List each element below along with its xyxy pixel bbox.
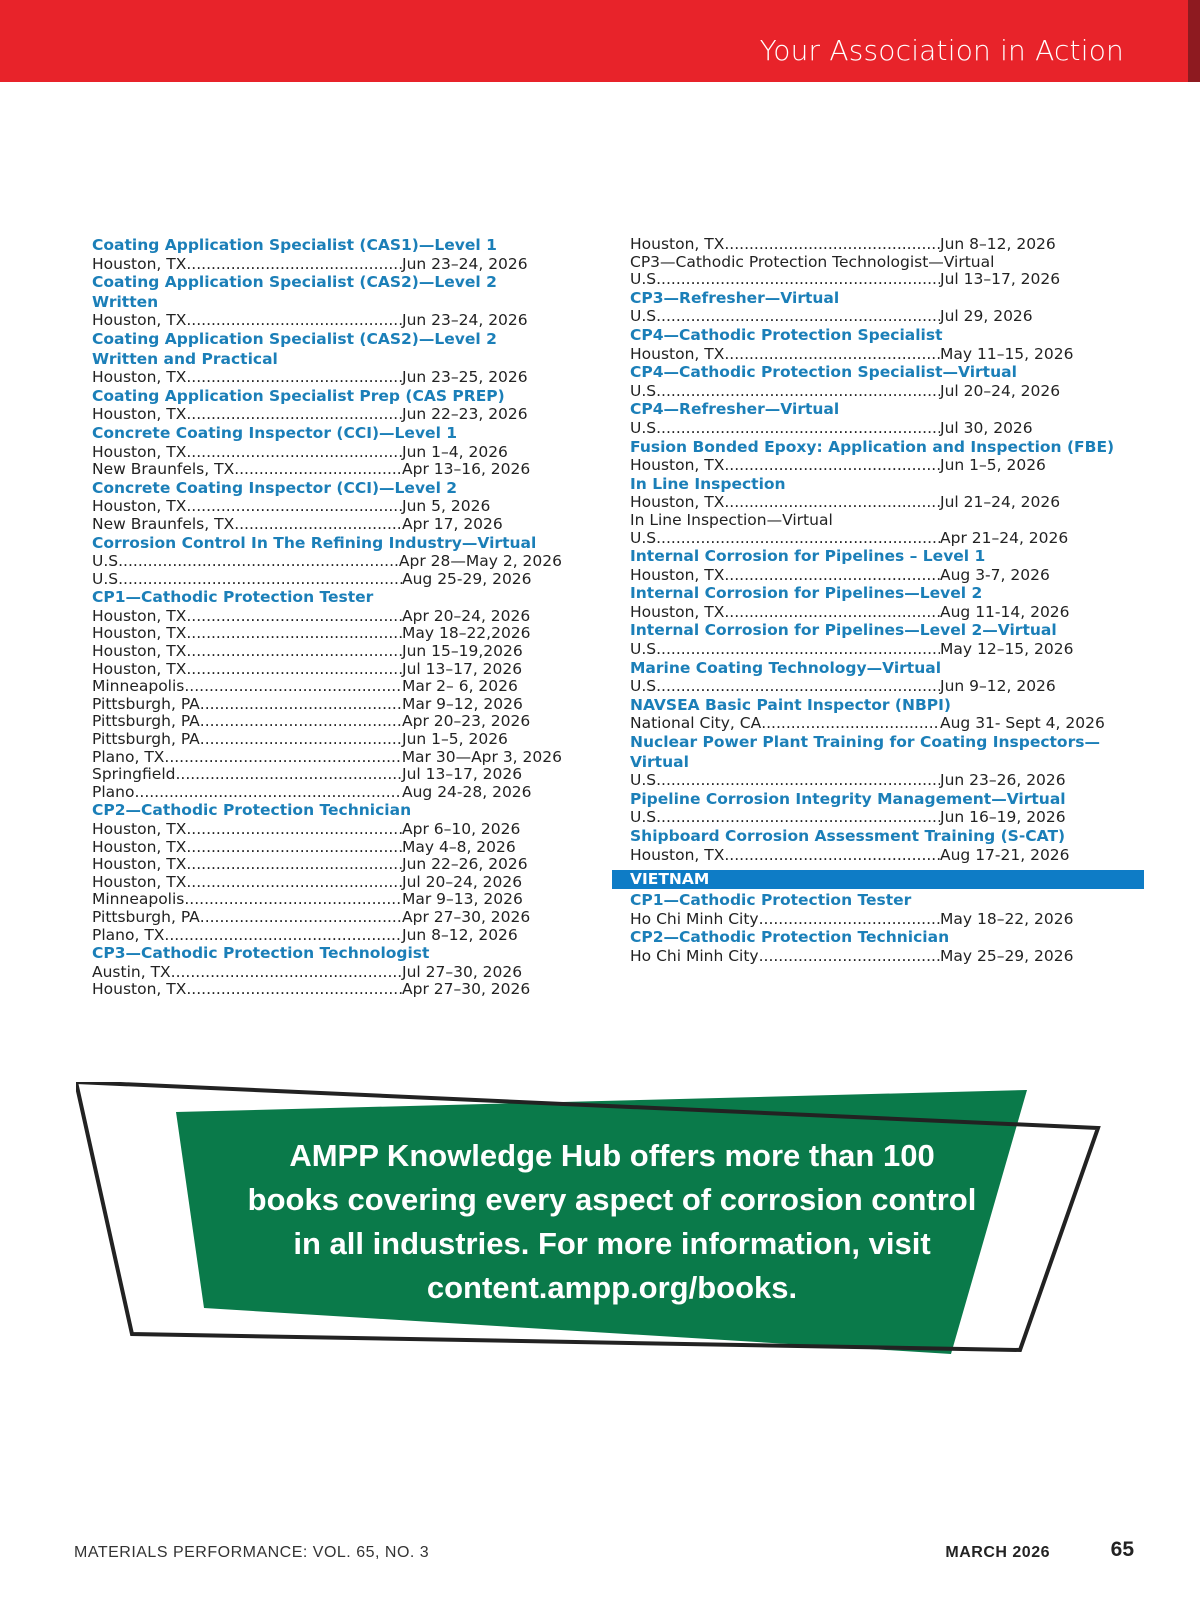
session-row [92,821,562,839]
session-date: Mar 9–13, 2026 [402,890,523,909]
session-location: New Braunfels, TX [92,461,235,479]
leader-dots [184,891,402,909]
course-title: Pipeline Corrosion Integrity Management—Virtual [630,789,1066,808]
leader-dots [200,696,402,714]
course-title: CP3—Refresher—Virtual [630,288,840,307]
session-location: U.S. [630,641,662,659]
session-date: Apr 21–24, 2026 [940,528,1069,547]
right-column [630,236,1130,966]
banner-line-3: in all industries. For more information, visit [293,1226,931,1261]
session-row [92,696,562,714]
session-row [630,383,1130,401]
session-row [92,312,562,330]
session-location: Houston, TX [630,494,725,512]
course-title: CP1—Cathodic Protection Tester [630,891,912,910]
course-title: In Line Inspection [630,474,786,493]
session-date: Jul 21–24, 2026 [940,493,1061,512]
session-date: Apr 6–10, 2026 [402,820,521,838]
course-title: Internal Corrosion for Pipelines—Level 2—Virtual [630,621,1057,640]
session-location: Houston, TX [630,236,725,253]
session-row [92,516,562,534]
session-date: Jun 5, 2026 [402,497,491,516]
session-row [92,891,562,909]
session-date: Jun 16–19, 2026 [940,808,1066,827]
leader-dots [724,567,940,585]
session-row [630,604,1130,622]
page-number: 65 [1110,1538,1134,1561]
session-location: Houston, TX [630,846,725,864]
course-title: CP3—Cathodic Protection Technologist [92,944,430,963]
leader-dots [186,256,402,274]
session-row [92,643,562,661]
leader-dots [661,641,940,659]
session-date: Apr 27–30, 2026 [402,907,531,926]
course-title: CP1—Cathodic Protection Tester [92,588,374,607]
course-title: CP2—Cathodic Protection Technician [92,801,412,820]
session-row [92,874,562,892]
session-row [630,772,1130,790]
leader-dots [661,383,940,401]
session-row [92,981,562,999]
session-row [630,847,1130,865]
session-row [92,909,562,927]
session-location: U.S. [92,553,124,571]
leader-dots [661,271,940,289]
session-location: U.S. [630,271,662,289]
session-date: Apr 13–16, 2026 [402,460,531,479]
session-date: May 18–22,2026 [402,624,531,643]
session-location: Houston, TX [92,369,187,387]
course-title: NAVSEA Basic Paint Inspector (NBPI) [630,695,952,714]
session-location: Pittsburgh, PA [92,695,200,713]
session-date: Aug 17-21, 2026 [940,845,1070,864]
session-row [630,567,1130,585]
session-row [630,346,1130,364]
session-row [92,461,562,479]
session-row [92,731,562,749]
leader-dots [724,847,940,865]
session-location: Houston, TX [630,566,725,584]
session-location: Houston, TX [92,873,187,891]
session-location: New Braunfels, TX [92,515,235,533]
session-date: Jul 20–24, 2026 [940,381,1061,400]
header-bar-edge [1188,0,1200,82]
leader-dots [661,809,940,827]
leader-dots [186,821,402,839]
session-date: Jun 8–12, 2026 [402,925,518,944]
leader-dots [186,444,402,462]
session-row [92,406,562,424]
session-row [630,948,1130,966]
leader-dots [164,749,401,767]
session-location: U.S. [92,570,124,588]
session-date: Jul 20–24, 2026 [402,872,523,891]
leader-dots [724,604,940,622]
session-date: Jul 27–30, 2026 [402,962,523,981]
session-row [630,494,1130,512]
leader-dots [186,406,402,424]
leader-dots [186,839,402,857]
leader-dots [661,308,940,326]
session-row [92,571,562,589]
session-row [92,856,562,874]
session-row [92,766,562,784]
session-row [630,308,1130,326]
session-location: U.S. [630,529,662,547]
leader-dots [661,772,940,790]
leader-dots [200,713,402,731]
banner-line-1: AMPP Knowledge Hub offers more than 100 [289,1138,935,1173]
session-date: Jun 15–19,2026 [402,642,523,661]
session-location: Houston, TX [92,607,187,625]
leader-dots [724,494,940,512]
course-title: Nuclear Power Plant Training for Coating Inspectors—Virtual [630,733,1100,771]
course-title: CP4—Refresher—Virtual [630,400,840,419]
session-date: Jun 1–5, 2026 [940,456,1046,475]
leader-dots [175,766,402,784]
session-date: Jul 13–17, 2026 [402,659,523,678]
session-location: Houston, TX [92,821,187,838]
course-title: Concrete Coating Inspector (CCI)—Level 2 [92,478,458,497]
banner-line-2: books covering every aspect of corrosion control [247,1182,977,1217]
session-date: May 4–8, 2026 [402,837,516,856]
session-row [630,641,1130,659]
session-location: Houston, TX [92,981,187,999]
session-date: Apr 20–23, 2026 [402,712,531,731]
session-location: Houston, TX [92,498,187,516]
session-row [630,420,1130,438]
leader-dots [759,911,940,929]
session-location: Plano, TX [92,926,165,944]
session-location: Austin, TX [92,963,171,981]
course-title: CP4—Cathodic Protection Specialist—Virtual [630,363,1017,382]
session-location: Houston, TX [92,443,187,461]
section-title: Your Association in Action [759,34,1124,67]
session-date: Jul 13–17, 2026 [402,765,523,784]
course-title: Coating Application Specialist (CAS1)—Level 1 [92,236,497,254]
session-row [92,661,562,679]
course-title: Internal Corrosion for Pipelines—Level 2 [630,584,983,603]
footer-publication: MATERIALS PERFORMANCE: VOL. 65, NO. 3 [74,1544,430,1561]
session-location: Houston, TX [630,345,725,363]
session-location: Ho Chi Minh City [630,910,759,928]
session-row [92,784,562,802]
session-date: May 12–15, 2026 [940,640,1074,659]
session-row [92,444,562,462]
session-date: Jun 22–23, 2026 [402,405,528,424]
session-location: Ho Chi Minh City [630,947,759,965]
session-date: Jul 30, 2026 [940,418,1033,437]
session-location: National City, CA [630,715,762,733]
session-date: Jun 1–5, 2026 [402,730,508,749]
session-location: Pittsburgh, PA [92,731,200,749]
leader-dots [186,661,402,679]
session-location: Houston, TX [630,603,725,621]
session-location: U.S. [630,678,662,696]
leader-dots [171,964,402,982]
session-row [92,927,562,945]
leader-dots [164,927,402,945]
session-date: Mar 30—Apr 3, 2026 [401,747,562,766]
session-location: Minneapolis [92,891,185,909]
leader-dots [186,608,402,626]
session-location: Houston, TX [92,625,187,643]
session-date: May 11–15, 2026 [940,344,1074,363]
session-date: Jun 9–12, 2026 [940,677,1056,696]
session-location: Houston, TX [630,457,725,475]
session-row [92,713,562,731]
session-date: Aug 24-28, 2026 [402,782,532,801]
session-date: Jul 29, 2026 [940,307,1033,326]
banner-text [212,1134,1012,1310]
session-row [630,809,1130,827]
session-row [92,498,562,516]
left-column [92,236,562,999]
session-date: Apr 27–30, 2026 [402,980,531,999]
course-title: Corrosion Control In The Refining Industry—Virtual [92,533,537,552]
leader-dots [724,346,940,364]
leader-dots [186,625,402,643]
course-title: Coating Application Specialist (CAS2)—Level 2 Written [92,273,497,311]
leader-dots [234,461,402,479]
leader-dots [186,856,402,874]
session-location: Houston, TX [92,406,187,424]
session-date: Jun 23–24, 2026 [402,311,528,330]
session-date: Aug 3-7, 2026 [940,565,1050,584]
session-date: Jun 1–4, 2026 [402,442,508,461]
session-row [92,256,562,274]
session-row [92,369,562,387]
leader-dots [661,530,940,548]
session-location: Springfield [92,766,176,784]
session-location: Plano [92,783,135,801]
session-location: U.S. [630,772,662,790]
session-date: Mar 2– 6, 2026 [402,677,518,696]
session-date: Apr 17, 2026 [402,514,503,533]
session-location: U.S. [630,308,662,326]
session-location: Pittsburgh, PA [92,713,200,731]
leader-dots [661,420,940,438]
session-date: Jun 23–26, 2026 [940,771,1066,790]
session-date: Jun 23–25, 2026 [402,368,528,387]
leader-dots [759,948,940,966]
course-subline: CP3—Cathodic Protection Technologist—Virtual [630,252,995,271]
course-title: Fusion Bonded Epoxy: Application and Inspection (FBE) [630,437,1115,456]
session-location: Houston, TX [92,643,187,661]
session-date: Jun 22–26, 2026 [402,855,528,874]
session-location: Houston, TX [92,856,187,874]
session-date: Jun 23–24, 2026 [402,254,528,273]
session-row [92,608,562,626]
session-date: May 25–29, 2026 [940,946,1074,965]
leader-dots [184,678,402,696]
session-date: Jun 8–12, 2026 [940,235,1056,253]
session-location: U.S. [630,809,662,827]
leader-dots [200,909,402,927]
session-row [92,749,562,767]
session-location: Minneapolis [92,678,185,696]
session-location: U.S. [630,382,662,400]
session-location: Pittsburgh, PA [92,908,200,926]
course-title: Concrete Coating Inspector (CCI)—Level 1 [92,423,458,442]
course-subline: In Line Inspection—Virtual [630,510,833,529]
session-location: U.S. [630,419,662,437]
session-row [630,911,1130,929]
leader-dots [234,516,402,534]
leader-dots [186,312,402,330]
session-row [630,236,1130,254]
session-row [630,530,1130,548]
session-location: Houston, TX [92,255,187,273]
session-row [630,457,1130,475]
session-location: Houston, TX [92,312,187,330]
leader-dots [186,643,402,661]
session-date: Mar 9–12, 2026 [402,694,523,713]
session-date: Aug 25-29, 2026 [402,569,532,588]
leader-dots [661,678,940,696]
course-title: Internal Corrosion for Pipelines – Level 1 [630,547,986,566]
leader-dots [186,498,402,516]
leader-dots [186,981,402,999]
course-title: Coating Application Specialist Prep (CAS PREP) [92,386,505,405]
region-header: VIETNAM [612,870,1144,889]
course-title: CP2—Cathodic Protection Technician [630,928,950,947]
session-row [92,678,562,696]
leader-dots [123,571,402,589]
session-date: Aug 31- Sept 4, 2026 [940,714,1105,733]
leader-dots [761,715,940,733]
session-location: Houston, TX [92,838,187,856]
course-title: Marine Coating Technology—Virtual [630,658,942,677]
session-date: May 18–22, 2026 [940,909,1074,928]
leader-dots [200,731,402,749]
leader-dots [134,784,402,802]
session-date: Aug 11-14, 2026 [940,602,1070,621]
leader-dots [186,369,402,387]
banner-line-4: content.ampp.org/books. [426,1270,798,1305]
session-location: Houston, TX [92,660,187,678]
session-row [92,964,562,982]
session-row [630,678,1130,696]
course-title: Shipboard Corrosion Assessment Training (S-CAT) [630,827,1066,845]
leader-dots [724,457,940,475]
session-row [92,839,562,857]
leader-dots [123,553,399,571]
session-date: Apr 20–24, 2026 [402,606,531,625]
session-location: Plano, TX [92,748,165,766]
course-title: CP4—Cathodic Protection Specialist [630,325,943,344]
session-row [92,553,562,571]
session-row [630,271,1130,289]
course-title: Coating Application Specialist (CAS2)—Level 2 Written and Practical [92,329,497,368]
leader-dots [724,236,940,254]
leader-dots [186,874,402,892]
session-date: Jul 13–17, 2026 [940,270,1061,289]
session-row [92,625,562,643]
footer-issue: MARCH 2026 [945,1544,1050,1561]
session-row [630,715,1130,733]
session-date: Apr 28—May 2, 2026 [398,552,562,571]
